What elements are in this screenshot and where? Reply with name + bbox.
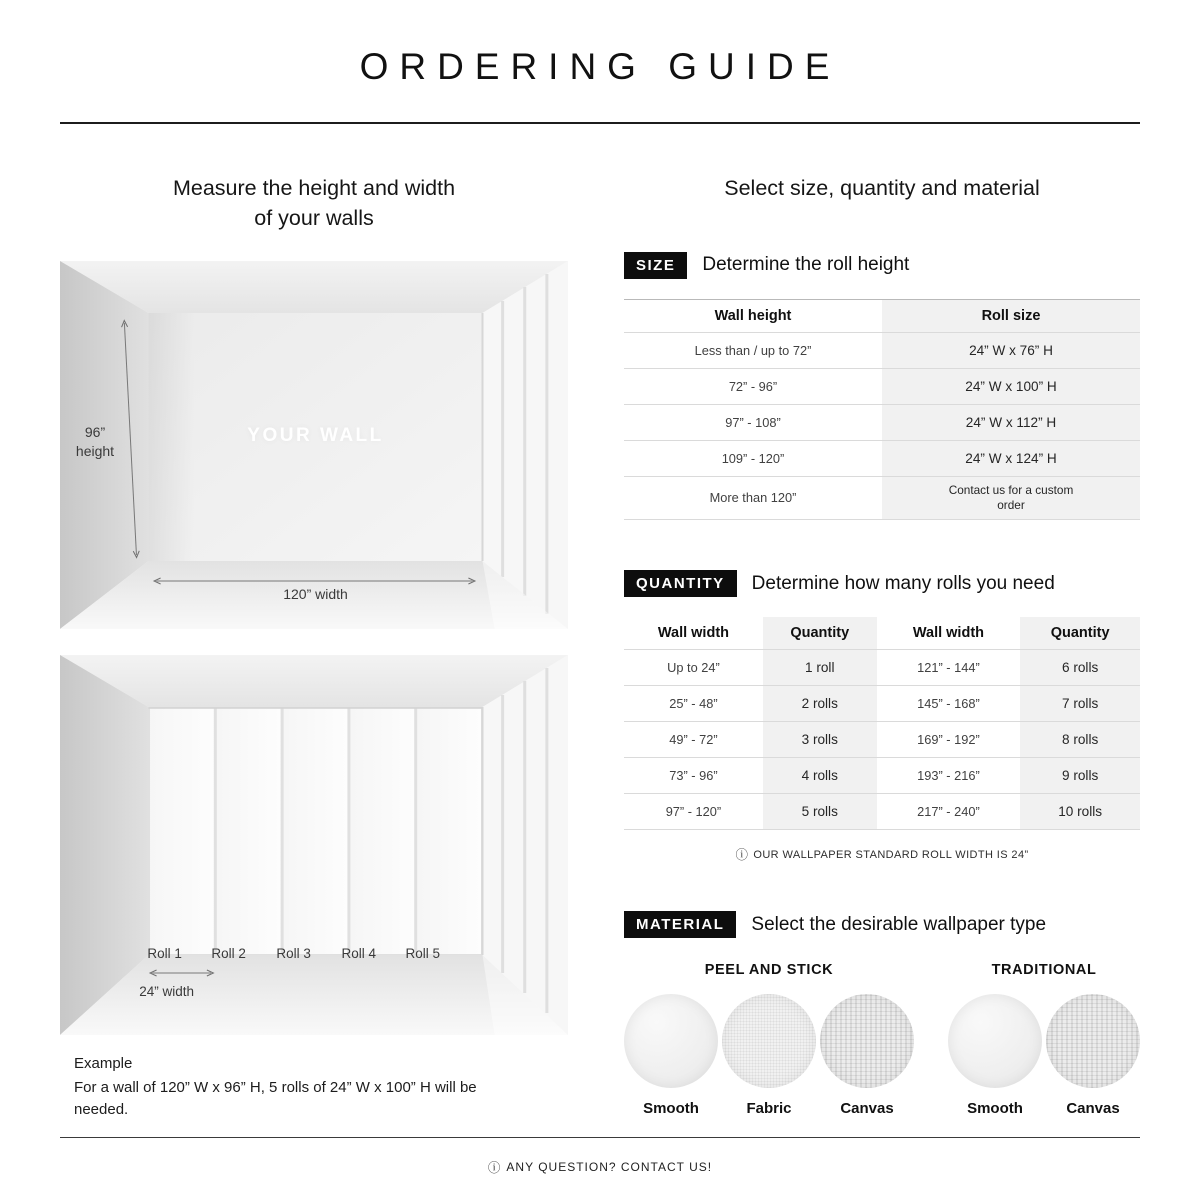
quantity-value: 9 rolls (1020, 758, 1140, 793)
example-block (60, 1053, 530, 1122)
wall-height-dimension-label (60, 423, 130, 461)
smooth-texture-swatch (624, 994, 718, 1088)
quantity-value: 5 rolls (763, 794, 877, 829)
quantity-badge: QUANTITY (624, 570, 737, 597)
material-groups (624, 962, 1140, 1117)
quantity-table-row (624, 650, 1140, 686)
size-section-head (624, 252, 1140, 279)
roll-size-value: Contact us for a custom order (882, 477, 1140, 520)
measure-heading (60, 174, 568, 233)
peel-and-stick-title: PEEL AND STICK (704, 962, 834, 979)
material-section-head (624, 911, 1140, 938)
wall-height-value: More than 120” (709, 490, 797, 506)
swatch-label: Smooth (643, 1100, 699, 1118)
wall-height-value: Less than / up to 72” (694, 342, 812, 358)
swatch-smooth (624, 994, 718, 1117)
measure-heading-line2: of your walls (254, 205, 374, 230)
quantity-table-header (624, 617, 1140, 650)
swatch-label: Smooth (967, 1100, 1023, 1118)
example-text: For a wall of 120” W x 96” H, 5 rolls of 24” W x 100” H will be needed. (74, 1078, 477, 1119)
roll-1-label: Roll 1 (147, 946, 182, 961)
canvas-texture-swatch (820, 994, 914, 1088)
material-group-peel-and-stick (624, 962, 914, 1117)
material-badge: MATERIAL (624, 911, 736, 938)
quantity-table-row (624, 686, 1140, 722)
swatch-label: Fabric (746, 1100, 792, 1118)
roll-size-value: 24” W x 76” H (882, 333, 1140, 368)
roll-2-label: Roll 2 (211, 946, 246, 961)
quantity-table-row (624, 794, 1140, 830)
quantity-table-row (624, 758, 1140, 794)
swatch-fabric (722, 994, 816, 1117)
room-rolls-art (60, 655, 568, 1035)
swatch-label: Canvas (1066, 1100, 1120, 1118)
wall-height-value: 109” - 120” (721, 450, 785, 466)
canvas-texture-swatch (1046, 994, 1140, 1088)
traditional-swatches (948, 994, 1140, 1117)
quantity-subtitle: Determine how many rolls you need (751, 572, 1055, 594)
wall-width-value: 121” - 144” (917, 660, 980, 676)
contact-note-text: ANY QUESTION? CONTACT US! (506, 1160, 713, 1174)
fabric-texture-swatch (722, 994, 816, 1088)
select-heading: Select size, quantity and material (724, 176, 1040, 200)
quantity-table-row (624, 722, 1140, 758)
wall-width-value: 217” - 240” (917, 804, 980, 820)
qty-col-quantity-a: Quantity (763, 617, 877, 649)
example-title: Example (74, 1055, 133, 1073)
roll-size-value: 24” W x 100” H (882, 369, 1140, 404)
size-subtitle: Determine the roll height (702, 254, 910, 276)
size-table (624, 299, 1140, 521)
size-table-row (624, 405, 1140, 441)
size-table-row (624, 441, 1140, 477)
swatch-canvas (820, 994, 914, 1117)
quantity-value: 1 roll (763, 650, 877, 685)
title-divider (60, 122, 1140, 124)
wall-height-word: height (75, 442, 115, 459)
quantity-section (624, 570, 1140, 863)
size-table-header (624, 300, 1140, 333)
roll-size-value: 24” W x 124” H (882, 441, 1140, 476)
contact-note (60, 1158, 1140, 1176)
wall-width-dimension-label: 120” width (283, 586, 348, 603)
roll-5-label: Roll 5 (405, 946, 440, 961)
wall-width-value: 145” - 168” (917, 696, 980, 712)
select-column (624, 174, 1140, 1122)
material-subtitle: Select the desirable wallpaper type (751, 913, 1047, 935)
peel-and-stick-swatches (624, 994, 914, 1117)
footer (60, 1137, 1140, 1176)
wall-width-value: Up to 24” (667, 660, 720, 676)
qty-col-wall-width-a: Wall width (657, 625, 730, 642)
roll-3-label: Roll 3 (276, 946, 311, 961)
material-section (624, 911, 1140, 1117)
content-columns (0, 174, 1200, 1122)
wall-width-value: 25” - 48” (669, 696, 718, 712)
traditional-title: TRADITIONAL (991, 962, 1097, 979)
size-table-row (624, 333, 1140, 369)
roll-size-value: 24” W x 112” H (882, 405, 1140, 440)
size-col-wall-height: Wall height (714, 307, 792, 324)
your-wall-label: YOUR WALL (247, 425, 384, 447)
swatch-smooth (948, 994, 1042, 1117)
size-col-roll-size: Roll size (882, 300, 1140, 332)
swatch-canvas (1046, 994, 1140, 1117)
wall-width-value: 49” - 72” (669, 732, 718, 748)
wall-height-value: 72” - 96” (728, 378, 778, 394)
quantity-value: 2 rolls (763, 686, 877, 721)
smooth-texture-swatch (948, 994, 1042, 1088)
size-table-row (624, 477, 1140, 521)
roll-width-note-text: OUR WALLPAPER STANDARD ROLL WIDTH IS 24” (753, 849, 1029, 862)
size-section (624, 252, 1140, 521)
info-icon: ⓘ (487, 1161, 502, 1175)
quantity-value: 10 rolls (1020, 794, 1140, 829)
quantity-value: 3 rolls (763, 722, 877, 757)
wall-height-value: 96” (84, 423, 106, 440)
room-illustration-measure (60, 261, 568, 629)
quantity-section-head (624, 570, 1140, 597)
quantity-value: 7 rolls (1020, 686, 1140, 721)
size-badge: SIZE (624, 252, 687, 279)
info-icon: ⓘ (735, 848, 749, 863)
qty-col-wall-width-b: Wall width (912, 625, 985, 642)
quantity-value: 6 rolls (1020, 650, 1140, 685)
swatch-label: Canvas (840, 1100, 894, 1118)
roll-width-dimension-label: 24” width (139, 984, 195, 999)
quantity-value: 4 rolls (763, 758, 877, 793)
page-title: ORDERING GUIDE (359, 46, 841, 87)
quantity-table (624, 617, 1140, 830)
wall-height-value: 97” - 108” (725, 414, 781, 430)
wall-width-value: 97” - 120” (665, 804, 722, 820)
material-group-traditional (948, 962, 1140, 1117)
roll-4-label: Roll 4 (341, 946, 376, 961)
room-illustration-rolls (60, 655, 568, 1035)
wall-width-value: 73” - 96” (669, 768, 718, 784)
qty-col-quantity-b: Quantity (1020, 617, 1140, 649)
wall-width-value: 169” - 192” (917, 732, 980, 748)
quantity-value: 8 rolls (1020, 722, 1140, 757)
size-table-row (624, 369, 1140, 405)
measure-column (60, 174, 568, 1122)
wall-width-value: 193” - 216” (917, 768, 980, 784)
roll-width-note (624, 845, 1140, 863)
measure-heading-line1: Measure the height and width (172, 176, 456, 200)
